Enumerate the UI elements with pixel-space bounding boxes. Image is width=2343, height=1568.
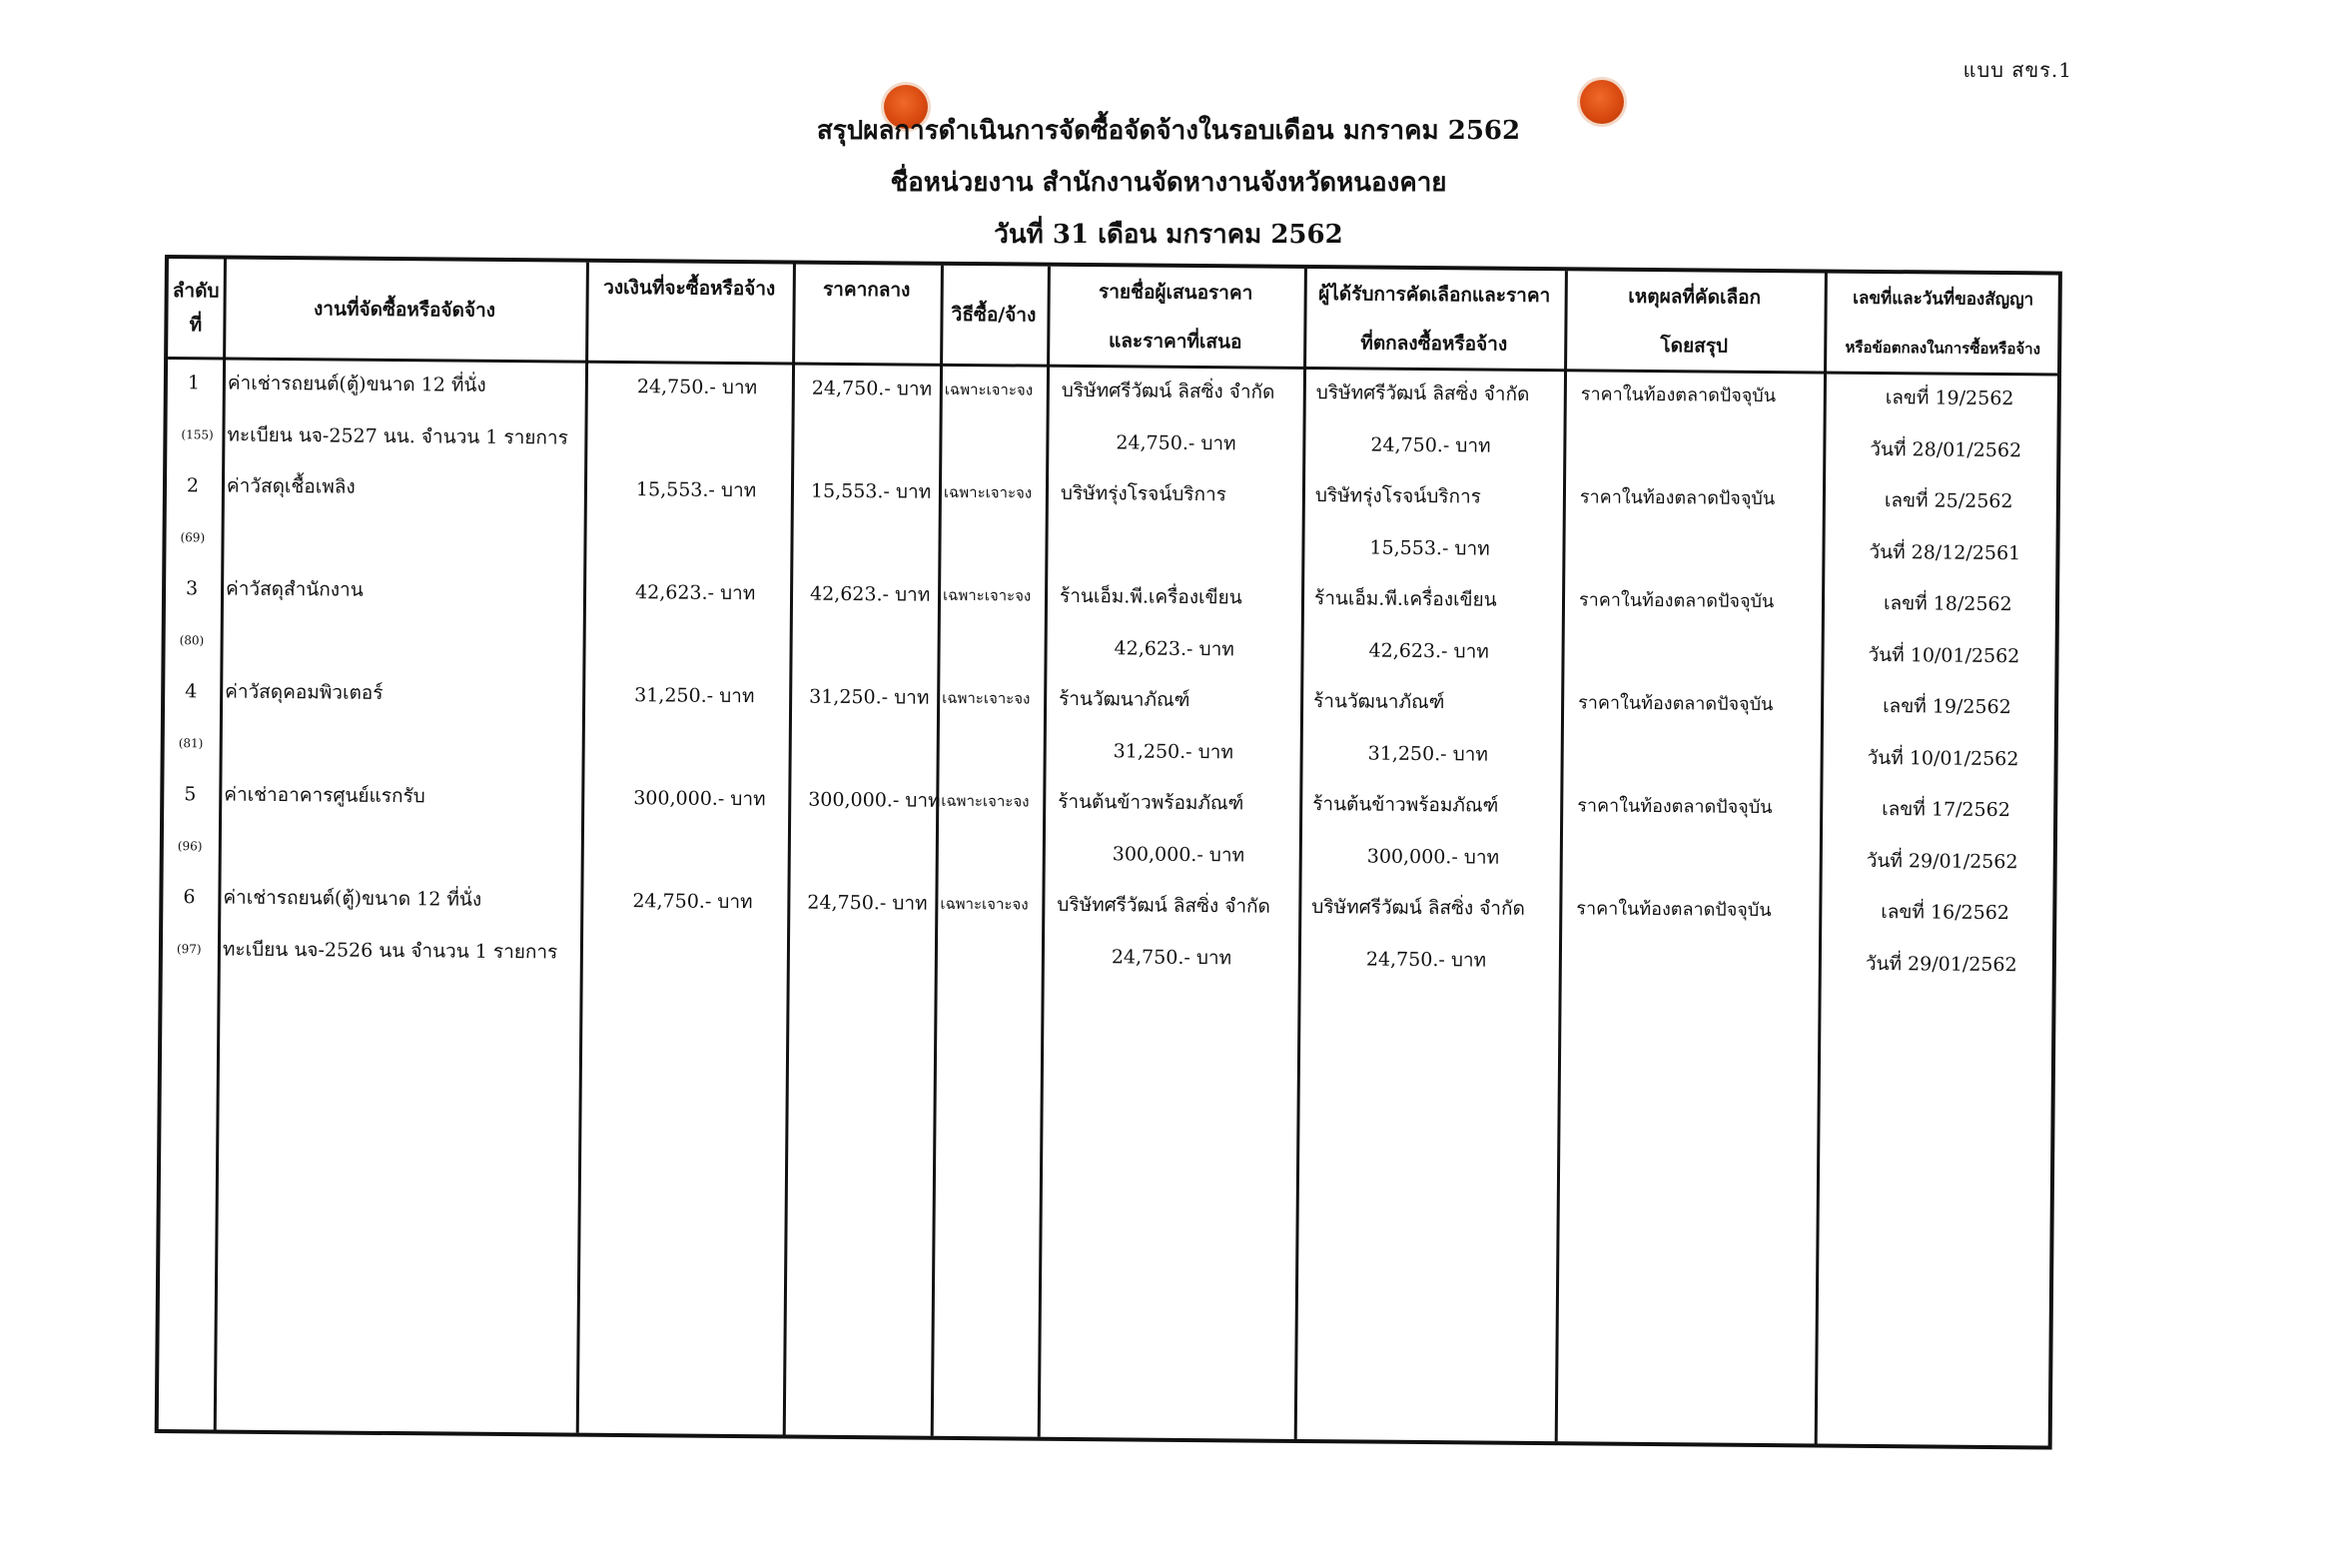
header-method xyxy=(940,266,1048,365)
row-winner: บริษัทศรีวัฒน์ ลิสซิ่ง จำกัด xyxy=(1311,896,1525,920)
row-item: ค่าวัสดุสำนักงาน xyxy=(225,577,364,601)
row-number: 3 xyxy=(185,577,199,600)
header-no-line1: ลำดับ xyxy=(172,280,220,303)
row-item: ค่าเช่าอาคารศูนย์แรกรับ xyxy=(224,783,425,808)
column-divider xyxy=(1038,267,1051,1437)
header-contract-line1: เลขที่และวันที่ของสัญญา xyxy=(1853,288,2034,310)
header-contract xyxy=(1824,274,2062,374)
row-winner-price: 15,553.- บาท xyxy=(1369,536,1490,560)
row-reference: (80) xyxy=(179,633,205,648)
column-divider xyxy=(1815,274,1828,1444)
row-method: เฉพาะเจาะจง xyxy=(942,688,1031,708)
header-bidders xyxy=(1047,267,1304,367)
row-number: 2 xyxy=(186,474,200,497)
header-median-price xyxy=(792,264,941,363)
row-reason: ราคาในท้องตลาดปัจจุบัน xyxy=(1579,486,1776,510)
header-winner-line2: ที่ตกลงซื้อหรือจ้าง xyxy=(1360,331,1508,356)
row-winner-price: 24,750.- บาท xyxy=(1370,433,1491,457)
header-budget-text: วงเงินที่จะซื้อหรือจ้าง xyxy=(603,276,776,301)
row-contract-no: เลขที่ 18/2562 xyxy=(1883,592,2012,616)
row-contract-no: เลขที่ 16/2562 xyxy=(1881,901,2010,925)
header-contract-line2: หรือข้อตกลงในการซื้อหรือจ้าง xyxy=(1845,338,2041,358)
row-method: เฉพาะเจาะจง xyxy=(944,380,1034,399)
row-bidder-price: 42,623.- บาท xyxy=(1114,637,1234,661)
row-budget: 31,250.- บาท xyxy=(634,684,755,708)
row-item: ค่าเช่ารถยนต์(ตู้)ขนาด 12 ที่นั่ง xyxy=(223,886,482,911)
header-bidders-line1: รายชื่อผู้เสนอราคา xyxy=(1099,280,1253,305)
row-reference: (155) xyxy=(181,427,214,442)
header-reason-line2: โดยสรุป xyxy=(1660,334,1729,358)
header-reason xyxy=(1564,271,1825,371)
row-item: ค่าวัสดุคอมพิวเตอร์ xyxy=(225,680,384,704)
row-bidder-price: 24,750.- บาท xyxy=(1111,946,1232,970)
row-winner: ร้านวัฒนาภัณฑ์ xyxy=(1313,690,1445,714)
row-contract-no: เลขที่ 19/2562 xyxy=(1883,695,2011,719)
row-budget: 15,553.- บาท xyxy=(635,478,757,502)
row-median-price: 24,750.- บาท xyxy=(811,377,933,400)
agency-name: ชื่อหน่วยงาน สำนักงานจัดหางานจังหวัดหนองคาย xyxy=(890,168,1447,198)
row-number: 5 xyxy=(184,783,197,806)
header-no-line2: ที่ xyxy=(189,314,203,337)
row-reference: (81) xyxy=(178,736,204,751)
form-code: แบบ สขร.1 xyxy=(1962,58,2072,82)
header-item xyxy=(223,260,586,361)
row-reason: ราคาในท้องตลาดปัจจุบัน xyxy=(1580,384,1777,407)
row-item-detail: ทะเบียน นจ-2527 นน. จำนวน 1 รายการ xyxy=(227,423,568,449)
row-method: เฉพาะเจาะจง xyxy=(940,894,1029,914)
row-method: เฉพาะเจาะจง xyxy=(943,482,1033,502)
row-contract-date: วันที่ 10/01/2562 xyxy=(1868,643,2020,668)
row-method: เฉพาะเจาะจง xyxy=(941,791,1030,811)
header-method-text: วิธีซื้อ/จ้าง xyxy=(951,303,1037,327)
row-median-price: 300,000.- บาท xyxy=(808,788,941,812)
header-no xyxy=(168,259,224,357)
row-bidder: บริษัทศรีวัฒน์ ลิสซิ่ง จำกัด xyxy=(1061,379,1275,403)
row-bidder-price: 24,750.- บาท xyxy=(1116,431,1236,455)
header-bidders-line2: และราคาที่เสนอ xyxy=(1109,329,1242,353)
row-winner-price: 300,000.- บาท xyxy=(1366,845,1500,869)
procurement-table xyxy=(155,255,2062,1450)
row-winner-price: 31,250.- บาท xyxy=(1367,742,1489,766)
row-reference: (96) xyxy=(177,839,203,854)
column-divider xyxy=(1294,269,1307,1439)
row-winner-price: 42,623.- บาท xyxy=(1368,639,1489,663)
row-median-price: 15,553.- บาท xyxy=(810,479,932,503)
row-contract-no: เลขที่ 25/2562 xyxy=(1884,489,2013,513)
row-winner: บริษัทรุ่งโรจน์บริการ xyxy=(1314,484,1482,508)
row-contract-no: เลขที่ 19/2562 xyxy=(1885,387,2014,410)
row-reference: (97) xyxy=(176,942,202,957)
row-bidder: ร้านวัฒนาภัณฑ์ xyxy=(1059,687,1190,711)
row-median-price: 42,623.- บาท xyxy=(809,582,931,606)
row-contract-no: เลขที่ 17/2562 xyxy=(1882,798,2010,822)
row-contract-date: วันที่ 28/12/2561 xyxy=(1869,540,2021,565)
header-winner-line1: ผู้ได้รับการคัดเลือกและราคา xyxy=(1318,282,1551,307)
row-median-price: 31,250.- บาท xyxy=(809,685,930,709)
row-reason: ราคาในท้องตลาดปัจจุบัน xyxy=(1577,795,1773,819)
row-bidder-price: 31,250.- บาท xyxy=(1113,740,1234,764)
row-reason: ราคาในท้องตลาดปัจจุบัน xyxy=(1578,589,1775,613)
document-title-block xyxy=(599,105,1738,261)
row-number: 4 xyxy=(185,680,198,703)
column-divider xyxy=(1555,271,1568,1441)
row-item: ค่าเช่ารถยนต์(ตู้)ขนาด 12 ที่นั่ง xyxy=(227,372,486,396)
row-contract-date: วันที่ 10/01/2562 xyxy=(1867,746,2019,771)
row-bidder-price: 300,000.- บาท xyxy=(1112,843,1245,867)
header-reason-line1: เหตุผลที่คัดเลือก xyxy=(1628,285,1762,309)
row-bidder: บริษัทรุ่งโรจน์บริการ xyxy=(1060,481,1227,506)
column-divider xyxy=(576,263,589,1433)
row-bidder: ร้านเอ็ม.พี.เครื่องเขียน xyxy=(1059,584,1242,609)
row-reference: (69) xyxy=(180,530,206,545)
row-contract-date: วันที่ 29/01/2562 xyxy=(1866,849,2018,874)
column-divider xyxy=(214,260,227,1430)
row-contract-date: วันที่ 29/01/2562 xyxy=(1865,952,2017,977)
row-budget: 24,750.- บาท xyxy=(632,890,753,914)
row-item-detail: ทะเบียน นจ-2526 นน จำนวน 1 รายการ xyxy=(222,938,558,964)
document-date: วันที่ 31 เดือน มกราคม 2562 xyxy=(994,220,1343,250)
row-budget: 300,000.- บาท xyxy=(633,787,766,811)
column-divider xyxy=(931,266,944,1436)
row-number: 6 xyxy=(183,886,196,909)
row-reason: ราคาในท้องตลาดปัจจุบัน xyxy=(1576,898,1772,922)
row-bidder: ร้านต้นข้าวพร้อมภัณฑ์ xyxy=(1058,790,1244,815)
row-median-price: 24,750.- บาท xyxy=(807,891,928,915)
row-method: เฉพาะเจาะจง xyxy=(942,585,1032,605)
row-winner-price: 24,750.- บาท xyxy=(1365,948,1487,972)
row-bidder: บริษัทศรีวัฒน์ ลิสซิ่ง จำกัด xyxy=(1057,893,1270,918)
row-number: 1 xyxy=(187,372,201,394)
row-contract-date: วันที่ 28/01/2562 xyxy=(1870,437,2022,462)
header-budget xyxy=(585,263,793,363)
row-winner: ร้านต้นข้าวพร้อมภัณฑ์ xyxy=(1312,793,1499,817)
row-winner: ร้านเอ็ม.พี.เครื่องเขียน xyxy=(1313,587,1497,611)
row-budget: 24,750.- บาท xyxy=(636,376,758,399)
row-budget: 42,623.- บาท xyxy=(634,581,756,605)
header-winner xyxy=(1303,269,1565,369)
column-divider xyxy=(783,264,796,1434)
row-winner: บริษัทศรีวัฒน์ ลิสซิ่ง จำกัด xyxy=(1315,382,1530,405)
row-item: ค่าวัสดุเชื้อเพลิง xyxy=(226,474,356,498)
row-reason: ราคาในท้องตลาดปัจจุบัน xyxy=(1578,692,1774,716)
header-median-text: ราคากลาง xyxy=(822,278,911,302)
header-item-text: งานที่จัดซื้อหรือจัดจ้าง xyxy=(313,298,496,322)
document-title: สรุปผลการดำเนินการจัดซื้อจัดจ้างในรอบเดือน มกราคม 2562 xyxy=(816,116,1521,146)
